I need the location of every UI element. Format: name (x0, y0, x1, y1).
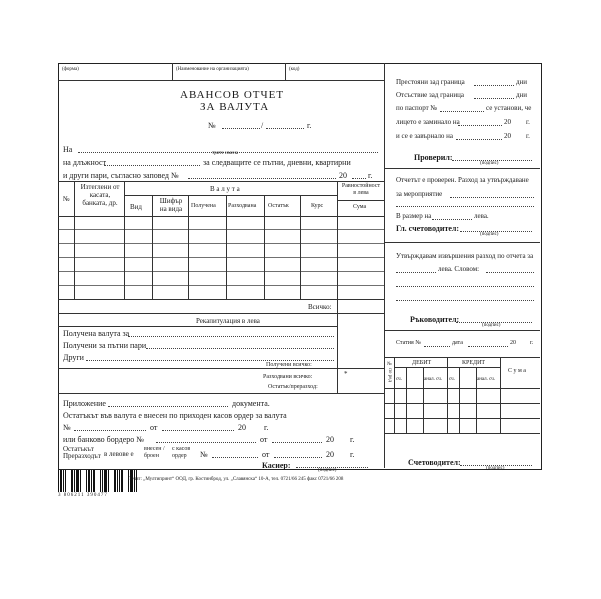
paid-label: внесен / брoен (144, 446, 165, 459)
credit-account: сч. (449, 377, 455, 382)
table-col-line (74, 181, 75, 299)
col-rate: Курс (311, 203, 324, 209)
cash-order-no-label: № (200, 450, 208, 459)
table-subheader (337, 200, 384, 201)
debit-header: ДЕБИТ (412, 360, 432, 366)
table-col-line (226, 195, 227, 299)
bank-year-label: 20 (326, 435, 334, 444)
order-no-field[interactable] (74, 430, 146, 431)
cash-order-date-field[interactable] (274, 457, 322, 458)
right-divider (384, 168, 540, 169)
cash-order-label: с касов ордер (172, 446, 191, 459)
chief-accountant-label: Гл. счетоводител: (396, 224, 460, 233)
organization-caption: (Наименование на организацията) (176, 67, 249, 72)
table-row (58, 271, 384, 272)
credit-sub-account: анал. сч. (477, 377, 496, 382)
passport-field[interactable] (440, 111, 484, 112)
bank-from-label: от (260, 435, 268, 444)
accounting-grid-line (500, 357, 501, 433)
absence-abroad-field[interactable] (474, 98, 514, 99)
table-row (58, 229, 384, 230)
recap-travel-money: Получени за пътни пари (63, 341, 147, 350)
col-cipher: Шифър на вида (159, 197, 183, 213)
returned-g: г. (526, 132, 530, 140)
amount-label: В размер на (396, 212, 432, 220)
recap-total-spent: Разходвани всичко: (263, 374, 313, 380)
appendix-count-field[interactable] (108, 406, 228, 407)
right-divider (384, 242, 540, 243)
name-caption: трите имена (212, 151, 239, 156)
col-no: № (63, 195, 70, 203)
report-number-label: № (208, 121, 216, 130)
approve-text: Утвърждавам извършения разход по отчета за (396, 252, 534, 260)
manager-signature-caption: (подпис) (482, 323, 501, 328)
stay-abroad-field[interactable] (474, 85, 514, 86)
table-row (58, 243, 384, 244)
code-caption: (код) (289, 67, 300, 72)
departed-year: 20 (504, 118, 511, 126)
bank-date-field[interactable] (272, 442, 322, 443)
printer-footer: Печат: „Мултипринт“ ООД, гр. Костинброд, ул. „Славянска“ 10-А, тел. 0721/66 245 факс 0721/66 208 (128, 477, 344, 482)
order-year-field[interactable] (352, 178, 366, 179)
article-field[interactable] (424, 346, 450, 347)
in-leva-label: в левове е (104, 450, 134, 458)
cashier-signature-caption: (подпис) (318, 468, 337, 473)
departed-g: г. (526, 118, 530, 126)
accounting-grid-line (459, 367, 460, 433)
article-date-field[interactable] (468, 346, 508, 347)
chief-accountant-caption: (подпис) (480, 232, 499, 237)
event-label: за мероприятие (396, 190, 443, 198)
accounting-grid-line (384, 403, 540, 404)
report-number-field[interactable] (222, 128, 260, 129)
stay-abroad-label: Престояни зад граница (396, 78, 465, 86)
page-title: АВАНСОВ ОТЧЕТ (180, 89, 285, 101)
position-label: на длъжност (63, 158, 107, 167)
row-number-header: № по ред (387, 362, 392, 382)
report-year-suffix: г. (307, 121, 312, 130)
table-total-label: Всичко: (308, 303, 332, 311)
departed-label: лицето е заминало на (396, 118, 460, 126)
documents-label: документа. (232, 399, 270, 408)
table-total-row (58, 313, 384, 314)
recap-title: Рекапитулация в лева (196, 317, 260, 325)
cash-order-from-label: от (262, 450, 270, 459)
manager-label: Ръководител: (410, 315, 460, 324)
accountant-signature-caption: (подпис) (486, 466, 505, 471)
accounting-grid-line (447, 357, 448, 433)
event-field[interactable] (450, 197, 534, 198)
recap-balance: Остатък/преразход: (268, 384, 318, 390)
recap-divider (58, 326, 337, 327)
table-col-line (337, 181, 338, 313)
page-subtitle: ЗА ВАЛУТА (200, 101, 270, 113)
main-column-divider (384, 63, 385, 468)
table-top (58, 181, 384, 182)
recap-travel-field[interactable] (146, 348, 334, 349)
col-type: Вид (130, 203, 142, 211)
debit-account: сч. (396, 377, 402, 382)
table-col-line (188, 195, 189, 299)
accounting-grid-line (394, 357, 395, 433)
article-label: Статия № (396, 340, 421, 346)
position-field[interactable] (104, 165, 200, 166)
passport-label: по паспорт № (396, 104, 438, 112)
article-date-label: дата (452, 340, 463, 346)
order-year-label: 20 (238, 423, 246, 432)
accounting-grid-line (384, 418, 540, 419)
article-year-label: 20 (510, 340, 516, 346)
bank-year-g: г. (350, 435, 355, 444)
accounting-grid-line (406, 367, 407, 433)
order-from-label: от (150, 423, 158, 432)
table-col-line (264, 195, 265, 299)
approve-words-field[interactable] (486, 272, 534, 273)
col-issued: Изтеглени от касата, банката, др. (80, 183, 120, 207)
event-field-extra[interactable] (396, 206, 534, 207)
table-subheader (124, 195, 337, 196)
form-caption: (форма) (62, 67, 79, 72)
recap-received-field[interactable] (128, 336, 334, 337)
barcode-digits: 3 806211 390477 (58, 493, 108, 498)
returned-year: 20 (504, 132, 511, 140)
stay-days: дни (516, 78, 528, 86)
approve-words-label: лева. Словом: (438, 265, 480, 273)
table-row (58, 285, 384, 286)
recap-other: Други (63, 353, 84, 362)
deposit-text: Остатъкът във валута е внесен по приходен касов ордер за валута (63, 411, 287, 420)
established-text: се установи, че (486, 104, 532, 112)
approve-words-line[interactable] (396, 300, 534, 301)
order-number-field[interactable] (188, 178, 336, 179)
cashier-label: Касиер: (262, 461, 291, 470)
col-equivalent: Равностойност в лева (341, 183, 381, 196)
trip-expenses-text: за следващите се пътни, дневни, квартирни (203, 158, 351, 167)
recap-col-line (337, 313, 338, 393)
order-date-field[interactable] (162, 430, 234, 431)
checked-signature-caption: (подпис) (480, 161, 499, 166)
approve-amount-field[interactable] (396, 272, 436, 273)
order-year-g: г. (264, 423, 269, 432)
cash-order-year-label: 20 (326, 450, 334, 459)
accounting-grid-line (384, 388, 540, 389)
table-row (58, 299, 384, 300)
header-separator (172, 63, 173, 80)
order-text: и други пари, съгласно заповед № (63, 171, 179, 180)
balance-overrun-label: Остатъкът Преразходът (63, 445, 101, 460)
order-year-suffix: г. (368, 171, 373, 180)
approve-words-line[interactable] (396, 286, 534, 287)
cash-order-no-field[interactable] (212, 457, 258, 458)
col-received: Получена (191, 203, 216, 209)
bank-slip-label: или банково бордеро № (63, 435, 144, 444)
table-row (58, 257, 384, 258)
report-checked-text: Отчетът е проверен. Разход за утвърждаване (396, 176, 529, 184)
recap-divider (58, 393, 384, 394)
col-sum: Сума (353, 204, 367, 210)
currency-header: В а л у т а (210, 185, 240, 193)
table-col-line (152, 195, 153, 299)
absence-abroad-label: Отсъствие зад граница (396, 91, 465, 99)
table-col-line (124, 181, 125, 299)
recap-other-field[interactable] (86, 360, 334, 361)
table-header-bottom (58, 216, 384, 217)
amount-leva: лева. (474, 212, 489, 220)
report-date-field[interactable] (266, 128, 304, 129)
appendix-label: Приложение (63, 399, 106, 408)
checked-label: Проверил: (414, 153, 453, 162)
sum-header: С у м а (508, 368, 526, 374)
accounting-grid-line (384, 357, 540, 358)
header-divider (58, 80, 384, 81)
departed-field[interactable] (458, 125, 502, 126)
credit-header: КРЕДИТ (462, 360, 486, 366)
article-year-g: г. (530, 340, 534, 346)
order-no-label: № (63, 423, 71, 432)
cash-order-year-g: г. (350, 450, 355, 459)
accountant-label: Счетоводител: (408, 458, 461, 467)
order-year: 20 (339, 171, 347, 180)
recipient-label: На (63, 145, 73, 154)
accounting-grid-line (384, 433, 540, 434)
recap-divider (58, 368, 384, 369)
recap-star: * (344, 370, 348, 378)
header-separator (285, 63, 286, 80)
bank-slip-field[interactable] (156, 442, 256, 443)
returned-label: и се е завърнало на (396, 132, 454, 140)
returned-field[interactable] (456, 139, 502, 140)
col-rest: Остатък (268, 203, 289, 209)
debit-sub-account: анал. сч. (424, 377, 443, 382)
right-divider (384, 330, 540, 331)
absence-days: дни (516, 91, 528, 99)
recap-total-received: Получени всичко: (266, 362, 312, 368)
amount-field[interactable] (432, 219, 472, 220)
table-col-line (300, 195, 301, 299)
recap-received-currency: Получена валута за (63, 329, 130, 338)
col-spent: Разходвана (228, 203, 257, 209)
